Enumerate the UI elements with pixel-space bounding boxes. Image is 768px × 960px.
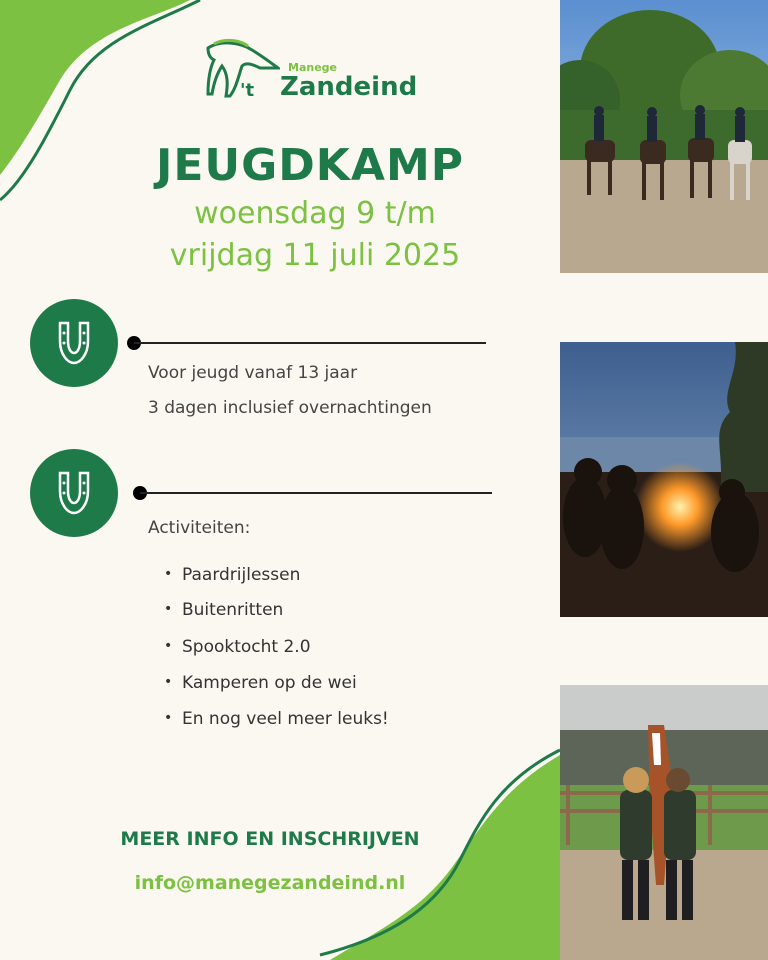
logo-prefix: 't (240, 80, 255, 101)
timeline-line-2 (140, 492, 492, 494)
date-line-1: woensdag 9 t/m (194, 196, 436, 231)
activity-item: • En nog veel meer leuks! (182, 709, 389, 729)
activity-item: • Buitenritten (182, 600, 283, 620)
more-info-heading: MEER INFO EN INSCHRIJVEN (120, 828, 420, 850)
horseshoe-icon (48, 467, 100, 519)
overnight-info: 3 dagen inclusief overnachtingen (148, 398, 432, 418)
activity-item: • Kamperen op de wei (182, 673, 357, 693)
photo-riders (560, 0, 768, 273)
logo-name: Zandeind (280, 72, 418, 102)
photo-campfire (560, 342, 768, 617)
horseshoe-icon (48, 317, 100, 369)
horseshoe-badge-1 (30, 299, 118, 387)
timeline-line-1 (134, 342, 486, 344)
activity-item: • Spooktocht 2.0 (182, 637, 311, 657)
photo-girls-with-horse (560, 685, 768, 960)
activities-heading: Activiteiten: (148, 518, 251, 538)
manege-logo (200, 38, 418, 104)
logo-subtitle: Manege (288, 61, 337, 74)
age-info: Voor jeugd vanaf 13 jaar (148, 363, 358, 383)
page-title: JEUGDKAMP (156, 140, 464, 191)
date-line-2: vrijdag 11 juli 2025 (169, 238, 461, 273)
activity-item: • Paardrijlessen (182, 565, 300, 585)
horseshoe-badge-2 (30, 449, 118, 537)
contact-email[interactable]: info@manegezandeind.nl (134, 872, 406, 894)
